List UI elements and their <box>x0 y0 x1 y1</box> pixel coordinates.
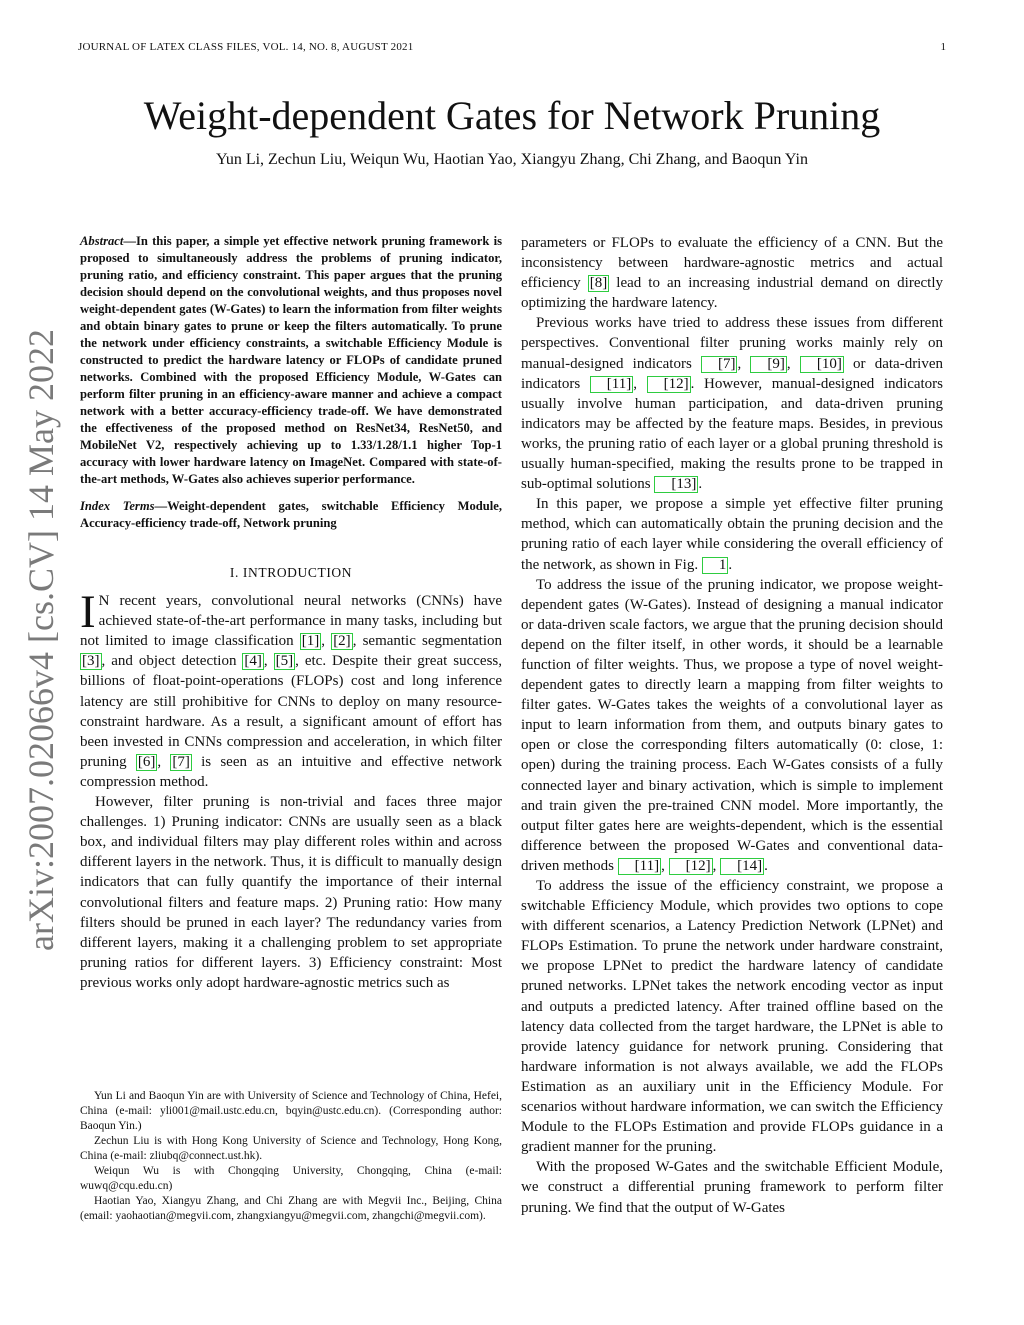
citation-link[interactable]: [6] <box>137 753 156 770</box>
citation-link[interactable]: [12] <box>669 858 713 875</box>
author-list: Yun Li, Zechun Liu, Weiqun Wu, Haotian Yao, Xiangyu Zhang, Chi Zhang, and Baoqun Yin <box>216 151 808 168</box>
footnote: Zechun Liu is with Hong Kong University of Science and Technology, Hong Kong, China (e-mail: zliubq@connect.ust.hk). <box>80 1135 502 1162</box>
author-footnotes <box>80 1089 502 1224</box>
text-run: . <box>764 857 768 874</box>
right-paragraph-2: Previous works have tried to address these issues from different perspectives. Conventional filter pruning works mainly rely on manual-designed indicators [7] , [9] , [10] or data-driven indicators [11] , [12] . However, manual-designed indicators usually involve human participation, and data-driven pruning indicators may be affected by the feature maps. Besides, in previous works, the pruning ratio of each layer or a global pruning threshold is usually human-specified, making the results prone to be trapped in sub-optimal solutions [13] . <box>521 315 944 493</box>
right-paragraph-1 <box>521 233 943 313</box>
arxiv-identifier: arXiv:2007.02066v4 [cs.CV] 14 May 2022 <box>21 329 61 951</box>
intro-paragraph-1: I N recent years, convolutional neural networks (CNNs) have achieved state-of-the-art performance in many tasks, including but not limited to image classification [1] , [2] , semantic segmentation [3] , and object detection [4] , [5] , etc. Despite their great success, billions of float-point-operations (FLOPs) cost and long inference latency are still prohibitive for CNNs to deploy on many resource-constraint hardware. As a result, a significant amount of effort has been invested in CNNs compression and acceleration, in which filter pruning [6] , [7] is seen as an intuitive and effective network compression method. <box>80 586 503 790</box>
text-run: , and object detection <box>101 653 243 670</box>
text-run: parameters or FLOPs to evaluate the efficiency of a CNN. But the inconsistency between hardware-agnostic metrics and actual efficiency <box>521 235 943 292</box>
text-run: , etc. Despite their great success, billions of float-point-operations (FLOPs) cost and long inference latency are still prohibitive for CNNs to deploy on many resource-constraint hardware. As a result, a significant amount of effort has been invested in CNNs compression and acceleration, in which filter pruning <box>80 653 502 770</box>
footnote: Weiqun Wu is with Chongqing University, Chongqing, China (e-mail: wuwq@cqu.edu.cn) <box>80 1165 502 1192</box>
drop-cap: I <box>80 586 96 639</box>
citation-link[interactable]: [7] <box>701 356 738 373</box>
paper-title: Weight-dependent Gates for Network Pruning <box>143 93 881 138</box>
citation-link[interactable]: [14] <box>720 858 764 875</box>
abstract-text: —In this paper, a simple yet effective network pruning framework is proposed to simultaneously address the problems of pruning indicator, pruning ratio, and efficiency constraint. This paper argues that the pruning decision should depend on the convolutional weights, and thus proposes novel weight-dependent gates (W-Gates) to learn the information from filter weights and obtain binary gates to prune or keep the filters automatically. To prune the network under efficiency constraints, a switchable Efficiency Module is constructed to predict the hardware latency or FLOPs of candidate pruned networks. Combined with the proposed Efficiency Module, W-Gates can perform filter pruning in an efficiency-aware manner and achieve a compact network with a better accuracy-efficiency trade-off. We have demonstrated the effectiveness of the proposed method on ResNet34, ResNet50, and MobileNet V2, respectively achieving up to 1.33/1.28/1.1 higher Top-1 accuracy with lower hardware latency on ImageNet. Compared with state-of-the-art methods, W-Gates also achieves superior performance. <box>80 234 502 486</box>
text-run: Previous works have tried to address these issues from different perspectives. Conventional filter pruning works mainly rely on manual-designed indicators <box>521 315 943 372</box>
citation-link[interactable]: [2] <box>333 633 351 650</box>
right-paragraph-5: To address the issue of the efficiency constraint, we propose a switchable Efficiency Module, which provides two options to cope with different scenarios, a Latency Prediction Network (LPNet) and FLOPs Estimation. To prune the network under hardware constraint, we propose LPNet to predict the hardware latency of candidate pruned networks. LPNet takes the network encoding vector as input and outputs a predicted latency. After trained offline based on the latency data collected from the target hardware, the LPNet is able to provide latency guidance for network pruning. Considering that hardware information is not always available, we add the FLOPs Estimation as an auxiliary unit in the Efficiency Module. For scenarios without hardware information, we can switch the Efficiency Module to the FLOPs Estimation and provide FLOPs guidance in a gradient manner for the pruning. <box>521 878 943 1156</box>
text-run: N recent years, convolutional neural networks (CNNs) have achieved state-of-the-art performance in many tasks, including but not limited to image classification <box>80 593 502 650</box>
citation-link[interactable]: [12] <box>647 376 691 393</box>
text-run: . However, manual-designed indicators usually involve human participation, and data-driven pruning indicators may be affected by the feature maps. Besides, in previous works, the pruning ratio of each layer or a global pruning threshold is usually human-specified, making the results prone to be trapped in sub-optimal solutions <box>521 375 944 493</box>
right-paragraph-4: To address the issue of the pruning indicator, we propose weight-dependent gates (W-Gates). Instead of designing a manual indicator or data-driven scale factors, we argue that the pruning decision should depend on the filter itself, in other words, it should be a learnable function of filter weights. Thus, we propose a type of novel weight-dependent gates to directly learn a mapping from filter weights to filter gates. W-Gates takes the weights of a convolutional layer as input to learn information from them, and outputs binary gates to open or close the corresponding filters automatically (0: close, 1: open) during the training process. Each W-Gates consists of a fully connected layer and binary activation, which is simple to implement and train given the pre-trained CNN model. More importantly, the output filter gates here are weights-dependent, which is the essential difference between the proposed W-Gates and conventional data-driven methods [11] , [12] , [14] . <box>521 576 943 874</box>
citation-link[interactable]: [1] <box>301 633 320 650</box>
citation-link[interactable]: [4] <box>244 653 262 670</box>
text-run: . <box>698 476 703 493</box>
page-number: 1 <box>940 41 946 53</box>
footnote: Yun Li and Baoqun Yin are with University of Science and Technology of China, Hefei, China (e-mail: yli001@mail.ustc.edu.cn, bqyin@ustc.edu.cn). (Corresponding author: Baoqun Yin.) <box>80 1090 502 1132</box>
text-run: To address the issue of the pruning indicator, we propose weight-dependent gates (W-Gates). Instead of designing a manual indicator or data-driven scale factors, we argue that the pruning decision should depend on the filter itself, in other words, it should be a learnable function of filter weights. Thus, we propose a type of novel weight-dependent gates to directly learn a mapping from filter weights to filter gates. W-Gates takes the weights of a convolutional layer as input to learn information from them, and outputs binary gates to open or close the corresponding filters automatically (0: close, 1: open) during the training process. Each W-Gates consists of a fully connected layer and binary activation, which is simple to implement and train given the pre-trained CNN model. More importantly, the output filter gates here are weights-dependent, which is the essential difference between the proposed W-Gates and conventional data-driven methods <box>521 576 943 874</box>
index-terms-label: Index Terms <box>80 499 155 513</box>
journal-header: JOURNAL OF LATEX CLASS FILES, VOL. 14, NO. 8, AUGUST 2021 <box>78 41 414 53</box>
footnote: Haotian Yao, Xiangyu Zhang, and Chi Zhang are with Megvii Inc., Beijing, China (email: yaohaotian@megvii.com, zhangxiangyu@megvii.com, zhangchi@megvii.com). <box>80 1195 502 1222</box>
right-paragraph-3 <box>521 494 943 574</box>
citation-link[interactable]: [3] <box>82 653 100 670</box>
text-run: or data-driven indicators <box>521 355 944 392</box>
citation-link[interactable]: [11] <box>590 376 633 393</box>
intro-paragraph-2: However, filter pruning is non-trivial and faces three major challenges. 1) Pruning indicator: CNNs are usually seen as a black box, and individual filters may play different roles within and across different layers in the network. Thus, it is difficult to manually design indicators that can fully quantify the importance of their internal convolutional filters and feature maps. 2) Pruning ratio: How many filters should be pruned in each layer? The redundancy varies from different layers, making it a challenging problem to set appropriate pruning ratios for different layers. 3) Efficiency constraint: Most previous works only adopt hardware-agnostic metrics such as <box>80 794 502 991</box>
text-run: is seen as an intuitive and effective network compression method. <box>80 753 502 790</box>
left-column <box>80 233 502 993</box>
citation-link[interactable]: [13] <box>654 476 698 493</box>
citation-link[interactable]: [11] <box>618 858 661 875</box>
text-run: . <box>728 556 733 573</box>
figure-link[interactable]: 1 <box>702 557 729 574</box>
index-terms-text: —Weight-dependent gates, switchable Efficiency Module, Accuracy-efficiency trade-off, Network pruning <box>80 499 502 530</box>
section-heading-introduction: I. INTRODUCTION <box>229 565 353 580</box>
index-terms <box>80 498 502 532</box>
citation-link[interactable]: [8] <box>589 275 608 292</box>
abstract-label: Abstract <box>80 234 124 248</box>
text-run: , semantic segmentation <box>352 633 503 650</box>
right-paragraph-6: With the proposed W-Gates and the switchable Efficient Module, we construct a differential pruning framework to perform filter pruning. We find that the output of W-Gates <box>521 1159 943 1216</box>
arxiv-sidebar <box>10 320 72 960</box>
citation-link[interactable]: [9] <box>750 356 787 373</box>
citation-link[interactable]: [10] <box>800 356 844 373</box>
citation-link[interactable]: [5] <box>275 653 294 670</box>
citation-link[interactable]: [7] <box>172 753 190 770</box>
text-run: In this paper, we propose a simple yet effective filter pruning method, which can automatically obtain the pruning decision and the pruning ratio of each layer while considering the overall efficiency of the network, as shown in Fig. <box>521 496 943 573</box>
right-column <box>521 233 943 1218</box>
abstract <box>80 233 502 488</box>
text-run: lead to an increasing industrial demand on directly optimizing the hardware latency. <box>521 275 944 312</box>
